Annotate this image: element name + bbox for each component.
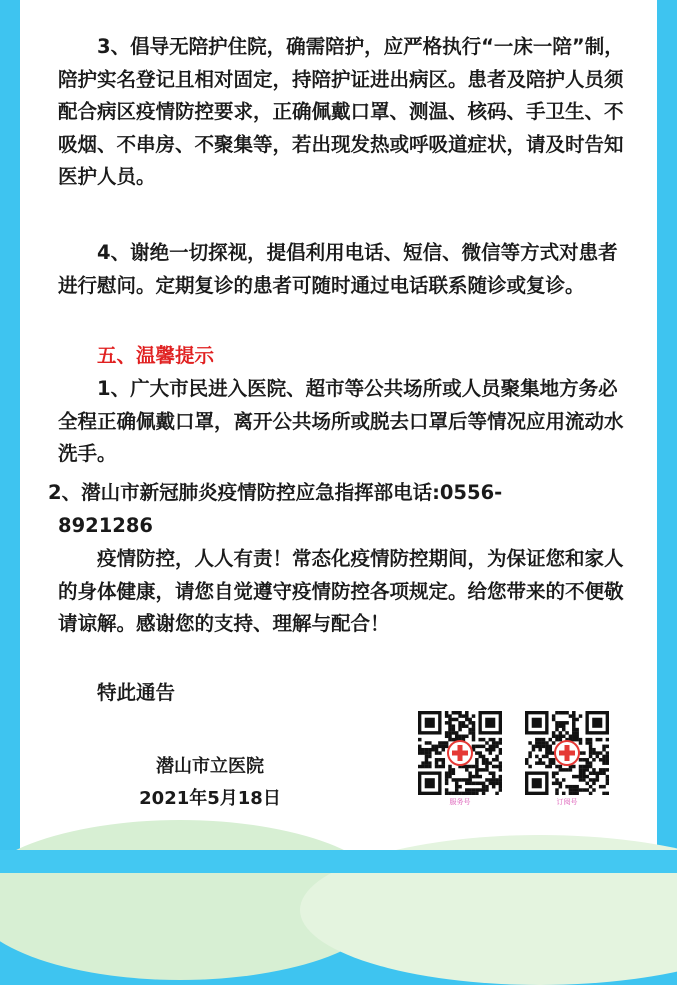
red-cross-icon xyxy=(555,741,579,765)
issue-date: 2021年5月18日 xyxy=(139,788,281,809)
qr-caption-subscription: 订阅号 xyxy=(556,798,578,806)
issuer-name: 潜山市立医院 xyxy=(156,756,264,777)
qr-pattern xyxy=(525,711,609,795)
qr-code-subscription[interactable] xyxy=(525,711,609,795)
section-heading-tips: 五、温馨提示 xyxy=(97,344,215,367)
paragraph-item-3: 3、倡导无陪护住院，确需陪护，应严格执行“一床一陪”制，陪护实名登记且相对固定，持陪护证进出病区。患者及陪护人员须配合病区疫情防控要求，正确佩戴口罩、测温、核码、手卫生、不吸烟、不串房、不聚集等，若出现发热或呼吸道症状，请及时告知医护人员。 xyxy=(58,35,624,188)
qr-caption-service: 服务号 xyxy=(449,798,471,806)
paragraph-tip-2-line-1: 2、潜山市新冠肺炎疫情防控应急指挥部电话:0556- xyxy=(48,481,503,504)
paragraph-tip-1: 1、广大市民进入医院、超市等公共场所或人员聚集地方务必全程正确佩戴口罩，离开公共场所或脱去口罩后等情况应用流动水洗手。 xyxy=(58,377,624,465)
footer-band xyxy=(0,850,677,873)
special-notice: 特此通告 xyxy=(97,681,176,704)
paragraph-item-4: 4、谢绝一切探视，提倡利用电话、短信、微信等方式对患者进行慰问。定期复诊的患者可随时通过电话联系随诊或复诊。 xyxy=(58,241,618,297)
qr-pattern xyxy=(418,711,502,795)
paragraph-tip-2-line-2: 8921286 xyxy=(58,514,153,537)
red-cross-icon xyxy=(448,741,472,765)
qr-code-service[interactable] xyxy=(418,711,502,795)
paragraph-closing: 疫情防控，人人有责！常态化疫情防控期间，为保证您和家人的身体健康，请您自觉遵守疫情防控各项规定。给您带来的不便敬请谅解。感谢您的支持、理解与配合！ xyxy=(58,547,624,635)
